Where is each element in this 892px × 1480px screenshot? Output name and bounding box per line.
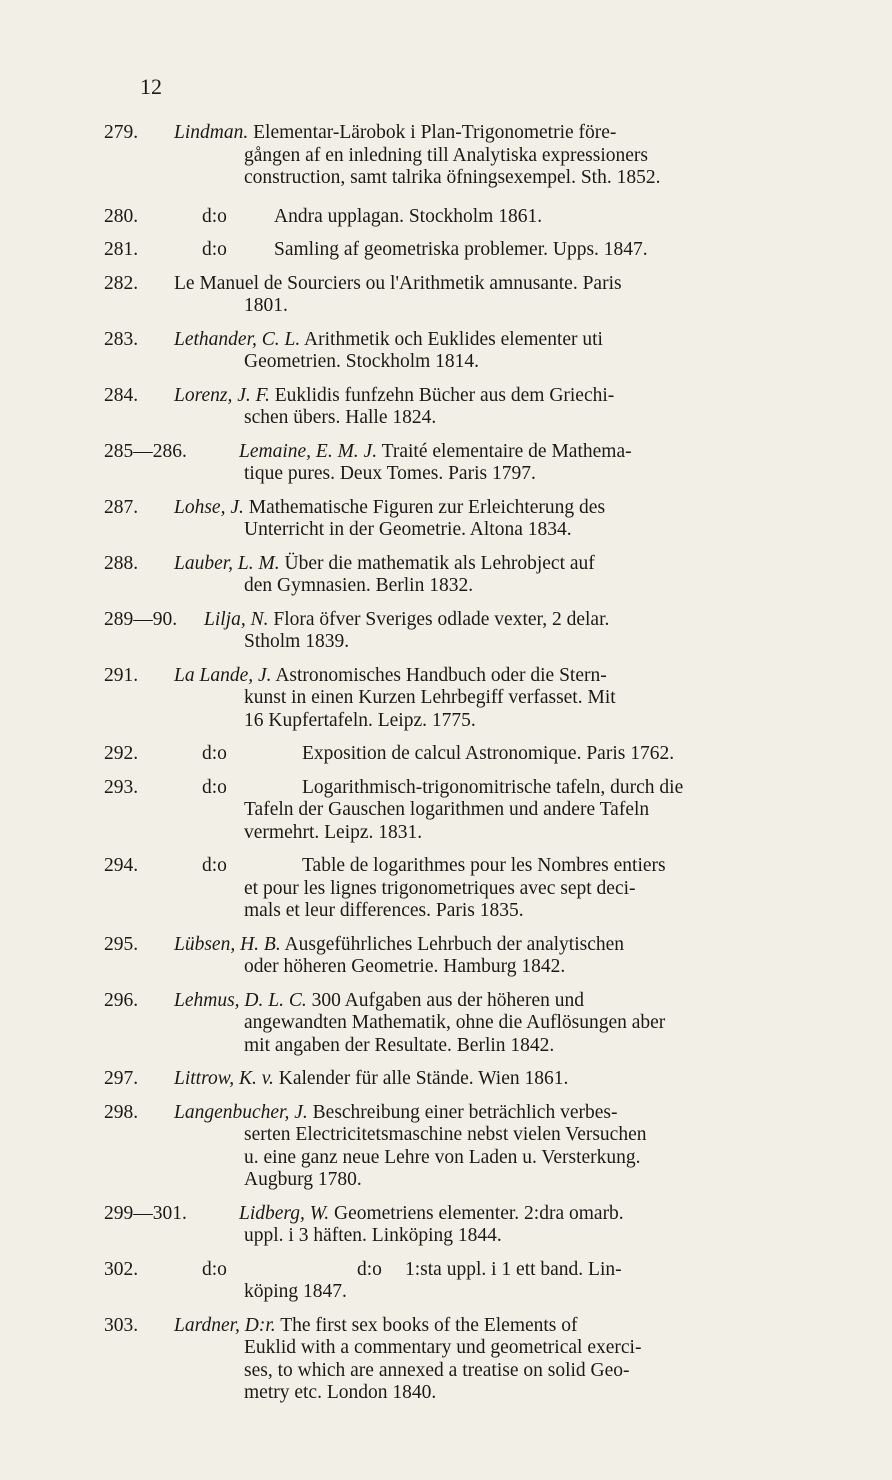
entry-author: Lethander, C. L. <box>174 328 301 350</box>
catalog-entries <box>104 122 794 1405</box>
catalog-entry <box>104 777 794 845</box>
entry-text: 1801. <box>244 295 288 316</box>
entry-text: Stholm 1839. <box>244 631 350 652</box>
catalog-entry <box>104 441 794 486</box>
catalog-entry <box>104 1259 794 1304</box>
catalog-entry <box>104 206 794 229</box>
entry-author: Lilja, N. <box>204 608 269 630</box>
entry-text: kunst in einen Kurzen Lehrbegiff verfasset. Mit <box>244 687 616 708</box>
entry-text: The first sex books of the Elements of <box>280 1314 578 1336</box>
entry-number: 295. <box>104 933 139 955</box>
entry-text: 16 Kupfertafeln. Leipz. 1775. <box>244 709 476 731</box>
entry-text: Geometriens elementer. 2:dra omarb. <box>334 1202 624 1224</box>
entry-author: Lindman. <box>174 122 249 143</box>
entry-text: Über die mathematik als Lehrobject auf <box>284 552 595 574</box>
entry-number: 280. <box>104 205 139 227</box>
entry-text: u. eine ganz neue Lehre von Laden u. Versterkung. <box>244 1146 641 1168</box>
catalog-entry <box>104 239 794 262</box>
entry-text: Tafeln der Gauschen logarithmen und andere Tafeln <box>244 799 650 820</box>
page-number: 12 <box>140 74 162 99</box>
ditto-mark: d:o <box>202 1258 227 1280</box>
entry-number: 298. <box>104 1101 139 1123</box>
entry-text: Le Manuel de Sourciers ou l'Arithmetik amnusante. Paris <box>174 272 622 294</box>
catalog-entry <box>104 934 794 979</box>
entry-text: Traité elementaire de Mathema- <box>381 440 632 462</box>
entry-author: Lauber, L. M. <box>174 552 280 574</box>
entry-text: ses, to which are annexed a treatise on solid Geo- <box>244 1359 630 1381</box>
ditto-mark: d:o <box>202 776 227 798</box>
ditto-mark: d:o <box>202 743 227 764</box>
entry-text: Euklidis funfzehn Bücher aus dem Griechi- <box>274 384 615 406</box>
entry-text: Exposition de calcul Astronomique. Paris 1762. <box>302 743 675 764</box>
catalog-entry <box>104 553 794 598</box>
entry-text: Kalender für alle Stände. Wien 1861. <box>278 1068 569 1089</box>
entry-author: Littrow, K. v. <box>174 1068 274 1089</box>
entry-text: mit angaben der Resultate. Berlin 1842. <box>244 1034 555 1056</box>
entry-text: Mathematische Figuren zur Erleichterung des <box>248 496 606 518</box>
entry-text: angewandten Mathematik, ohne die Auflösungen aber <box>244 1012 666 1033</box>
entry-author: Lehmus, D. L. C. <box>174 989 307 1011</box>
entry-number: 289—90. <box>104 608 178 630</box>
entry-number: 291. <box>104 664 139 686</box>
catalog-entry <box>104 990 794 1058</box>
catalog-entry <box>104 609 794 654</box>
entry-author: Lorenz, J. F. <box>174 384 270 406</box>
catalog-entry <box>104 122 794 190</box>
entry-text: den Gymnasien. Berlin 1832. <box>244 575 474 596</box>
catalog-entry <box>104 665 794 733</box>
entry-text: Logarithmisch-trigonomitrische tafeln, durch die <box>302 776 684 798</box>
entry-text: vermehrt. Leipz. 1831. <box>244 821 423 843</box>
catalog-entry <box>104 273 794 318</box>
entry-text: Ausgeführliches Lehrbuch der analytischen <box>284 933 625 955</box>
entry-number: 292. <box>104 743 139 764</box>
entry-number: 287. <box>104 496 139 518</box>
entry-number: 293. <box>104 776 139 798</box>
catalog-entry <box>104 1203 794 1248</box>
entry-number: 284. <box>104 384 139 406</box>
entry-author: Langenbucher, J. <box>174 1101 308 1123</box>
entry-text: tique pures. Deux Tomes. Paris 1797. <box>244 463 536 484</box>
entry-text: serten Electricitetsmaschine nebst vielen Versuchen <box>244 1124 647 1145</box>
catalog-entry <box>104 1068 794 1091</box>
entry-text: uppl. i 3 häften. Linköping 1844. <box>244 1225 502 1246</box>
catalog-entry <box>104 385 794 430</box>
entry-number: 283. <box>104 328 139 350</box>
entry-text: Arithmetik och Euklides elementer uti <box>304 328 603 350</box>
entry-text: Beschreibung einer beträchlich verbes- <box>312 1101 618 1123</box>
entry-number: 279. <box>104 122 139 143</box>
catalog-entry <box>104 1102 794 1192</box>
catalog-entry <box>104 743 794 766</box>
catalog-entry <box>104 855 794 923</box>
entry-author: Lardner, D:r. <box>174 1314 276 1336</box>
ditto-mark: d:o <box>202 205 227 227</box>
entry-text: construction, samt talrika öfningsexempel. Sth. 1852. <box>244 167 661 188</box>
entry-text: Elementar-Lärobok i Plan-Trigonometrie före- <box>253 122 617 143</box>
ditto-mark: d:o <box>202 239 227 260</box>
entry-text: gången af en inledning till Analytiska expressioners <box>244 144 648 166</box>
entry-number: 285—286. <box>104 440 187 462</box>
entry-number: 299—301. <box>104 1202 187 1224</box>
entry-text: Andra upplagan. Stockholm 1861. <box>274 205 543 227</box>
entry-number: 296. <box>104 989 139 1011</box>
entry-text: schen übers. Halle 1824. <box>244 407 437 428</box>
entry-author: Lidberg, W. <box>239 1202 330 1224</box>
entry-text: 300 Aufgaben aus der höheren und <box>311 989 584 1011</box>
entry-text: köping 1847. <box>244 1281 347 1302</box>
ditto-mark: d:o <box>202 855 227 876</box>
entry-text: Astronomisches Handbuch oder die Stern- <box>275 664 607 686</box>
entry-text: Table de logarithmes pour les Nombres entiers <box>302 855 666 876</box>
entry-text: mals et leur differences. Paris 1835. <box>244 900 524 921</box>
entry-author: Lemaine, E. M. J. <box>239 440 378 462</box>
entry-text: Flora öfver Sveriges odlade vexter, 2 delar. <box>273 608 610 630</box>
catalog-entry <box>104 497 794 542</box>
catalog-entry <box>104 329 794 374</box>
entry-text: oder höheren Geometrie. Hamburg 1842. <box>244 956 566 977</box>
entry-number: 294. <box>104 855 139 876</box>
entry-author: Lübsen, H. B. <box>174 933 281 955</box>
entry-number: 303. <box>104 1314 139 1336</box>
entry-number: 288. <box>104 552 139 574</box>
entry-author: Lohse, J. <box>174 496 244 518</box>
catalog-entry <box>104 1315 794 1405</box>
entry-text: Samling af geometriska problemer. Upps. 1847. <box>274 239 648 260</box>
entry-text: Augburg 1780. <box>244 1169 362 1190</box>
entry-number: 302. <box>104 1258 139 1280</box>
entry-number: 282. <box>104 272 139 294</box>
entry-text: Euklid with a commentary und geometrical exerci- <box>244 1337 642 1358</box>
entry-text: et pour les lignes trigonometriques avec sept deci- <box>244 877 636 899</box>
ditto-mark: d:o <box>357 1258 382 1280</box>
entry-text: Unterricht in der Geometrie. Altona 1834. <box>244 519 572 540</box>
entry-number: 281. <box>104 239 139 260</box>
entry-text: metry etc. London 1840. <box>244 1382 437 1403</box>
entry-text: Geometrien. Stockholm 1814. <box>244 351 480 372</box>
entry-author: La Lande, J. <box>174 664 272 686</box>
entry-number: 297. <box>104 1068 139 1089</box>
entry-text: 1:sta uppl. i 1 ett band. Lin- <box>405 1258 622 1280</box>
